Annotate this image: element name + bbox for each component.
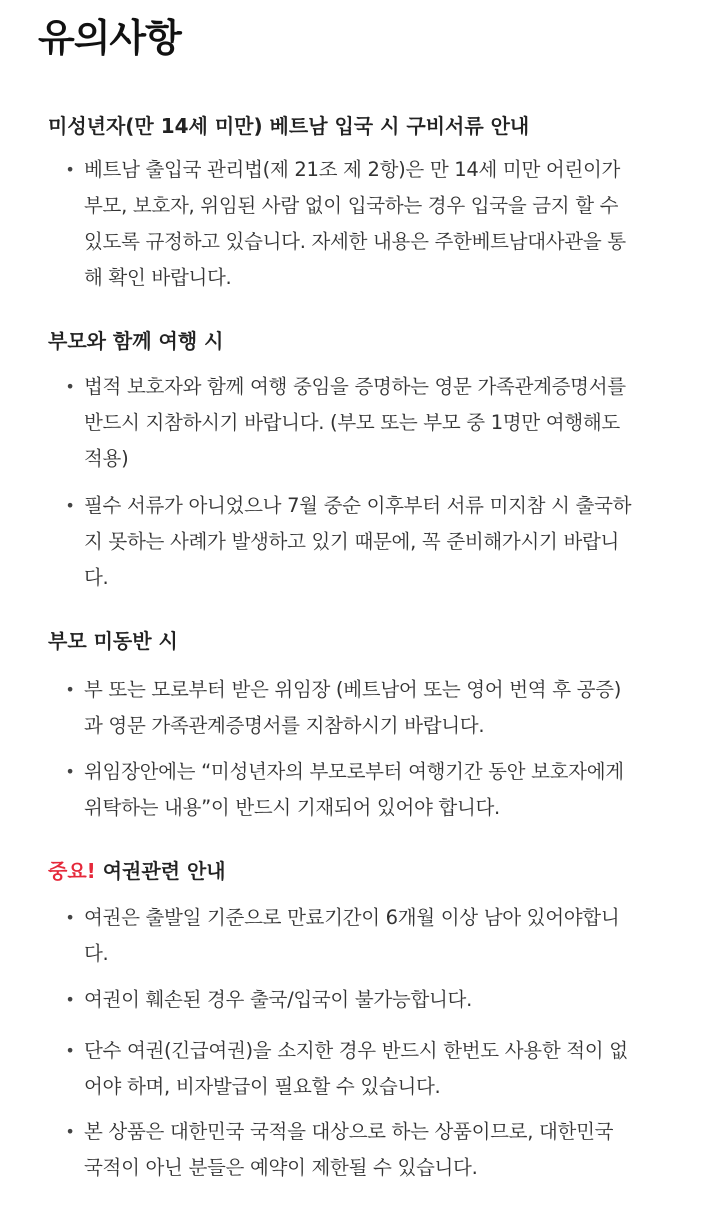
list-item [60, 1114, 686, 1186]
page-title: 유의사항 [38, 16, 181, 60]
list-item-line: 위임장안에는 “미성년자의 부모로부터 여행기간 동안 보호자에게 [84, 760, 624, 783]
list-item [60, 672, 686, 744]
list-item-line: 법적 보호자와 함께 여행 중임을 증명하는 영문 가족관계증명서를 [84, 375, 626, 398]
list-item [60, 754, 686, 826]
bullet-icon: • [65, 680, 75, 699]
list-item-line: 여권이 훼손된 경우 출국/입국이 불가능합니다. [84, 988, 472, 1011]
list-item-line: 어야 하며, 비자발급이 필요할 수 있습니다. [84, 1075, 441, 1098]
bullet-icon: • [65, 762, 75, 781]
bullet-icon: • [65, 908, 75, 927]
bullet-icon: • [65, 1122, 75, 1141]
section-heading-with-parents: 부모와 함께 여행 시 [48, 329, 224, 353]
list-item-line: 본 상품은 대한민국 국적을 대상으로 하는 상품이므로, 대한민국 [84, 1120, 614, 1143]
bullet-icon: • [65, 496, 75, 515]
section-heading-text: 여권관련 안내 [102, 859, 226, 883]
list-item-line: 베트남 출입국 관리법(제 21조 제 2항)은 만 14세 미만 어린이가 [84, 158, 621, 181]
section-heading-minor-entry: 미성년자(만 14세 미만) 베트남 입국 시 구비서류 안내 [48, 114, 530, 138]
bullet-icon: • [65, 1041, 75, 1060]
list-item-line: 있도록 규정하고 있습니다. 자세한 내용은 주한베트남대사관을 통 [84, 230, 626, 253]
list-item-line: 필수 서류가 아니었으나 7월 중순 이후부터 서류 미지참 시 출국하 [84, 494, 632, 517]
list-item-line: 단수 여권(긴급여권)을 소지한 경우 반드시 한번도 사용한 적이 없 [84, 1039, 628, 1062]
list-item-line: 과 영문 가족관계증명서를 지참하시기 바랍니다. [84, 714, 485, 737]
list-item [60, 152, 686, 296]
section-heading-without-parents: 부모 미동반 시 [48, 629, 178, 653]
list-item-line: 적용) [84, 447, 129, 470]
list-item [60, 1033, 686, 1105]
list-item [60, 982, 686, 1018]
list-item-line: 다. [84, 942, 109, 965]
bullet-icon: • [65, 990, 75, 1009]
list-item-line: 반드시 지참하시기 바랍니다. (부모 또는 부모 중 1명만 여행해도 [84, 411, 620, 434]
list-item [60, 488, 686, 596]
list-item-line: 부모, 보호자, 위임된 사람 없이 입국하는 경우 입국을 금지 할 수 [84, 194, 619, 217]
section-heading-passport [48, 856, 226, 886]
list-item-line: 부 또는 모로부터 받은 위임장 (베트남어 또는 영어 번역 후 공증) [84, 678, 622, 701]
list-item-line: 여권은 출발일 기준으로 만료기간이 6개월 이상 남아 있어야합니 [84, 906, 620, 929]
list-item-line: 국적이 아닌 분들은 예약이 제한될 수 있습니다. [84, 1156, 478, 1179]
list-item [60, 900, 686, 972]
bullet-icon: • [65, 377, 75, 396]
bullet-icon: • [65, 160, 75, 179]
list-item-line: 지 못하는 사례가 발생하고 있기 때문에, 꼭 준비해가시기 바랍니 [84, 530, 620, 553]
important-label: 중요! [48, 859, 96, 883]
list-item-line: 다. [84, 566, 109, 589]
list-item-line: 위탁하는 내용”이 반드시 기재되어 있어야 합니다. [84, 796, 500, 819]
list-item [60, 369, 686, 477]
list-item-line: 해 확인 바랍니다. [84, 266, 232, 289]
